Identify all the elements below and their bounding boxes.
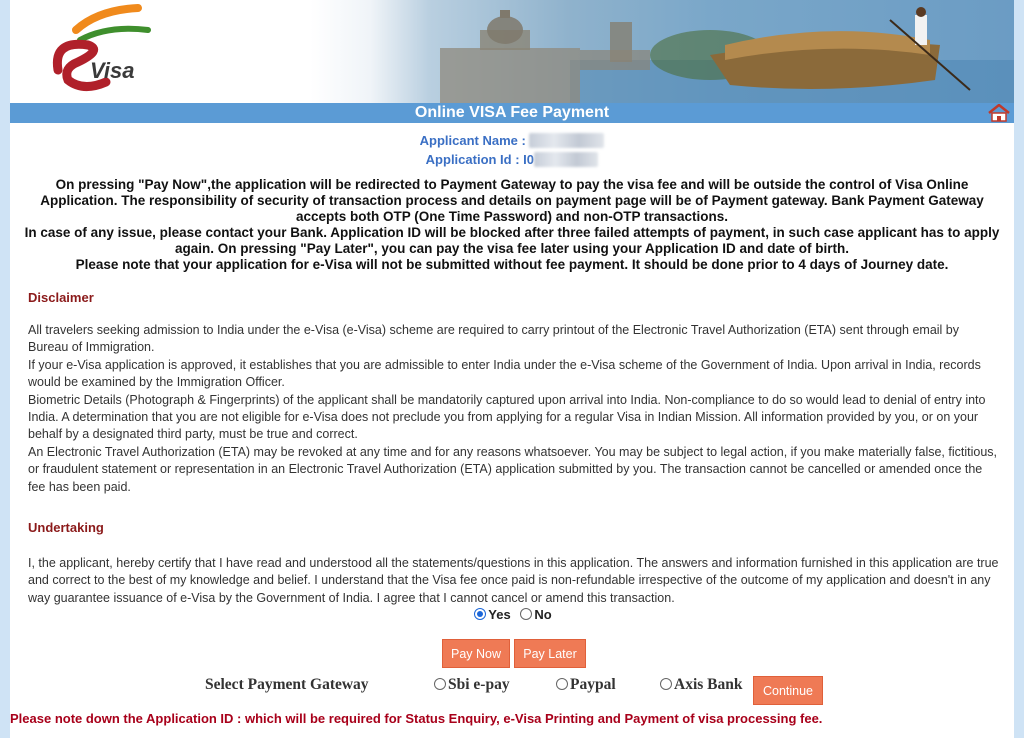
disclaimer-paragraph-4: An Electronic Travel Authorization (ETA) may be revoked at any time and for any reasons whatsoever. You may be subject to legal action, if you make materially false, fictitious, or fraudulent statement or representation in an Electronic Travel Authorization (ETA) application submitted by you. The transaction cannot be cancelled or amended once the fee has been paid.	[28, 444, 998, 494]
continue-button[interactable]: Continue	[753, 676, 823, 705]
svg-text:Visa: Visa	[90, 58, 135, 83]
gateway-option-sbi[interactable]	[432, 676, 510, 694]
application-id-prefix: I0	[523, 152, 535, 167]
undertaking-title: Undertaking	[28, 520, 104, 535]
pay-later-button[interactable]: Pay Later	[514, 639, 586, 668]
header-banner	[10, 0, 1014, 103]
gateway-option-sbi-label[interactable]: Sbi e-pay	[448, 676, 510, 693]
gateway-label: Select Payment Gateway	[205, 676, 369, 693]
applicant-name-value	[529, 133, 604, 148]
no-label[interactable]: No	[534, 607, 552, 622]
undertaking-radio-group	[10, 607, 1014, 622]
page-title-bar	[10, 103, 1014, 123]
gateway-option-axis-label[interactable]: Axis Bank	[674, 676, 743, 693]
banner-scenery-image	[10, 0, 1014, 103]
application-id-row	[10, 152, 1014, 167]
notice-line-2: In case of any issue, please contact your Bank. Application ID will be blocked after three failed attempts of payment, in such case applicant has to apply again. On pressing "Pay Later", you can pay the visa fee later using your Application ID and date of birth.	[24, 225, 1000, 256]
gateway-option-paypal[interactable]	[554, 676, 616, 694]
disclaimer-paragraph-2: If your e-Visa application is approved, it establishes that you are admissible to enter India under the e-Visa scheme of the Government of India. Upon arrival in India, records would be examined by the Immigration Officer.	[28, 357, 981, 390]
disclaimer-paragraph-1: All travelers seeking admission to India under the e-Visa (e-Visa) scheme are required to carry printout of the Electronic Travel Authorization (ETA) sent through email by Bureau of Immigration.	[28, 323, 960, 355]
payment-notice	[20, 177, 1004, 273]
evisa-logo	[28, 0, 158, 100]
page-title: Online VISA Fee Payment	[414, 104, 610, 121]
applicant-name-label: Applicant Name :	[419, 133, 530, 148]
applicant-name-row	[10, 133, 1014, 148]
disclaimer-text	[28, 322, 1000, 496]
undertaking-text: I, the applicant, hereby certify that I have read and understood all the statements/questions in this application. The answers and information furnished in this application are true and correct to the best of my knowledge and belief. I understand that the Visa fee once paid is non-refundable irrespective of the outcome of my application and doesn't in any way guarantee issuance of e-Visa by the Government of India. I agree that I cannot cancel or amend this transaction.	[28, 556, 999, 605]
yes-label[interactable]: Yes	[488, 607, 511, 622]
gateway-option-axis[interactable]	[658, 676, 743, 694]
application-id-value	[534, 152, 598, 167]
yes-radio[interactable]	[474, 608, 486, 620]
notice-line-1: On pressing "Pay Now",the application will be redirected to Payment Gateway to pay the visa fee and will be outside the control of Visa Online Application. The responsibility of security of transaction process and details on payment page will be of Payment gateway. Bank Payment Gateway accepts both OTP (One Time Password) and non-OTP transactions.	[40, 177, 984, 224]
page-content	[10, 0, 1014, 738]
application-id-footer-note: Please note down the Application ID : which will be required for Status Enquiry, e-Visa Printing and Payment of visa processing fee.	[10, 711, 823, 726]
disclaimer-title: Disclaimer	[28, 290, 94, 305]
home-icon[interactable]	[988, 104, 1010, 122]
gateway-option-paypal-label[interactable]: Paypal	[570, 676, 616, 693]
pay-now-button[interactable]: Pay Now	[442, 639, 510, 668]
no-radio[interactable]	[520, 608, 532, 620]
notice-line-3: Please note that your application for e-Visa will not be submitted without fee payment. It should be done prior to 4 days of Journey date.	[75, 257, 949, 272]
disclaimer-paragraph-3: Biometric Details (Photograph & Fingerprints) of the applicant shall be mandatorily captured upon arrival into India. Non-compliance to do so would lead to denial of entry into India. A determination that you are not eligible for e-Visa does not preclude you from applying for a regular Visa in Indian Mission. All information provided by you, or on your behalf by a designated third party, must be true and correct.	[28, 392, 986, 442]
application-id-label: Application Id :	[425, 152, 524, 167]
